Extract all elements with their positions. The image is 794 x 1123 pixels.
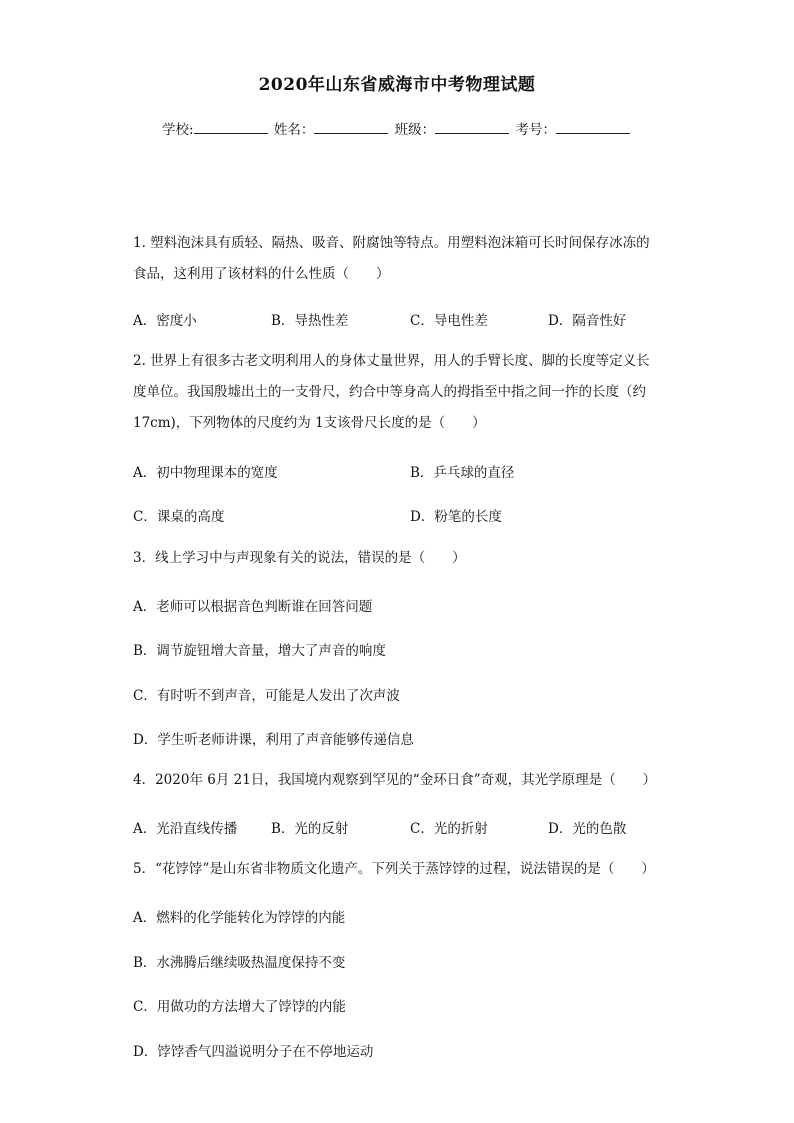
question-1-option-a: A．密度小 (133, 313, 197, 329)
question-4-option-b: B．光的反射 (271, 821, 349, 837)
exam-title: 2020年山东省威海市中考物理试题 (258, 75, 536, 95)
class-label: 班级： (394, 122, 436, 138)
question-4-option-a: A．光沿直线传播 (133, 821, 238, 837)
student-info-line (0, 118, 794, 138)
question-1-option-d: D．隔音性好 (548, 313, 627, 329)
question-4-stem: 4．2020年 6月 21日，我国境内观察到罕见的“金环日食”奇观，其光学原理是（ ） (133, 772, 657, 788)
question-1-option-b: B．导热性差 (271, 313, 349, 329)
question-2-option-d: D．粉笔的长度 (410, 509, 502, 525)
exam-no-blank[interactable] (556, 121, 630, 134)
name-label: 姓名： (273, 122, 315, 138)
question-4-option-c: C．光的折射 (410, 821, 488, 837)
question-3-option-b: B．调节旋钮增大音量，增大了声音的响度 (133, 643, 386, 659)
question-5-option-b: B．水沸腾后继续吸热温度保持不变 (133, 955, 346, 971)
question-5-option-d: D．饽饽香气四溢说明分子在不停地运动 (133, 1044, 374, 1060)
question-2-stem: 2. 世界上有很多古老文明利用人的身体丈量世界，用人的手臂长度、脚的长度等定义长度单位。我国殷墟出土的一支骨尺，约合中等身高人的拇指至中指之间一拃的长度（约17cm)，下列物体的尺度约为 1支该骨尺长度的是（ ） (133, 353, 650, 431)
question-3-option-a: A．老师可以根据音色判断谁在回答问题 (133, 599, 373, 615)
exam-no-label: 考号： (515, 122, 556, 138)
question-4-option-d: D．光的色散 (548, 821, 627, 837)
question-1-option-c: C．导电性差 (410, 313, 488, 329)
question-3-option-c: C．有时听不到声音，可能是人发出了次声波 (133, 688, 400, 704)
question-5-stem: 5．“花饽饽”是山东省非物质文化遗产。下列关于蒸饽饽的过程，说法错误的是（ ） (133, 861, 655, 877)
question-5-option-c: C．用做功的方法增大了饽饽的内能 (133, 999, 346, 1015)
school-blank[interactable] (194, 121, 268, 134)
name-blank[interactable] (314, 121, 388, 134)
question-2-option-c: C．课桌的高度 (133, 509, 225, 525)
question-3-stem: 3．线上学习中与声现象有关的说法，错误的是（ ） (133, 550, 466, 566)
question-5-option-a: A．燃料的化学能转化为饽饽的内能 (133, 910, 346, 926)
question-2-option-b: B．乒乓球的直径 (410, 465, 515, 481)
class-blank[interactable] (435, 121, 509, 134)
question-3-option-d: D．学生听老师讲课，利用了声音能够传递信息 (133, 732, 414, 748)
question-1-stem: 1. 塑料泡沫具有质轻、隔热、吸音、附腐蚀等特点。用塑料泡沫箱可长时间保存冰冻的食品，这利用了该材料的什么性质（ ） (133, 235, 650, 282)
school-label: 学校: (162, 122, 194, 138)
question-2-option-a: A．初中物理课本的宽度 (133, 465, 278, 481)
